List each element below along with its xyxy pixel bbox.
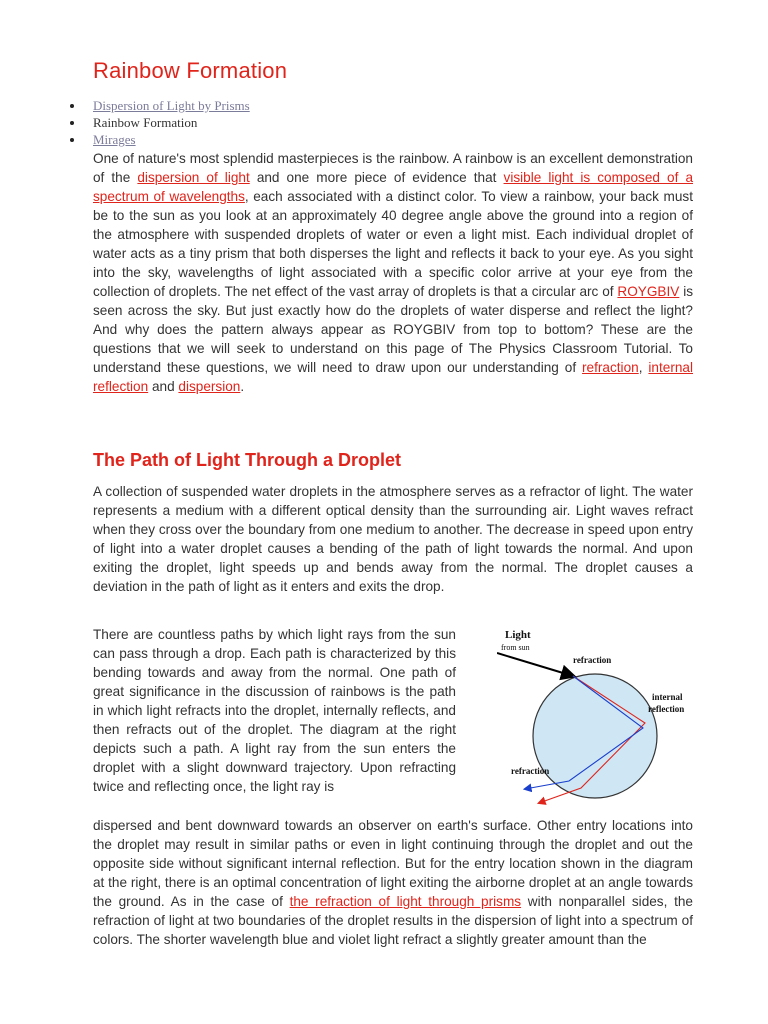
- bullet-icon: [70, 104, 74, 108]
- droplet-diagram: [497, 625, 697, 810]
- nav-link-mirages[interactable]: Mirages: [93, 132, 136, 147]
- link-internal-reflection[interactable]: internal reflection: [93, 360, 693, 394]
- intro-text: , each associated with a distinct color. To view a rainbow, your back must be to the sun as you look at an approximately 40 degree angle above the ground into a region of the atmosphere with suspended droplets of water or even a light mist. Each individual droplet of water acts as a tiny prism that both disperses the light and reflects it back to your eye. As you sight into the sky, wavelengths of light associated with a specific color arrive at your eye from the collection of droplets. The net effect of the vast array of droplets is that a circular arc of: [93, 189, 693, 299]
- incoming-sun-ray: [497, 653, 573, 676]
- label-refraction-top: refraction: [573, 655, 612, 665]
- intro-text: and one more piece of evidence that: [249, 170, 504, 185]
- intro-text: and: [148, 379, 179, 394]
- section-heading: The Path of Light Through a Droplet: [93, 450, 401, 470]
- label-reflection: reflection: [648, 704, 685, 714]
- link-refraction[interactable]: refraction: [582, 360, 639, 375]
- nav-item-mirages[interactable]: [68, 131, 250, 148]
- intro-text: One of nature's most splendid masterpieces is the rainbow. A rainbow is an excellent demonstration of the: [93, 151, 693, 185]
- page-title: Rainbow Formation: [93, 58, 288, 83]
- intro-text: .: [240, 379, 245, 394]
- label-from-sun: from sun: [501, 643, 530, 652]
- paths-paragraph-bottom: [93, 816, 693, 949]
- link-roygbiv[interactable]: ROYGBIV: [617, 284, 680, 299]
- label-internal: internal: [652, 692, 683, 702]
- paths-paragraph-top: There are countless paths by which light rays from the sun can pass through a drop. Each path is characterized by this bending towards and away from the normal. One path of great significance in the discussion of rainbows is the path in which light refracts into the droplet, internally reflects, and then refracts out of the droplet. The diagram at the right depicts such a path. A light ray from the sun enters the droplet with a slight downward trajectory. Upon refracting twice and reflecting once, the light ray is: [93, 627, 456, 794]
- label-refraction-bottom: refraction: [511, 766, 550, 776]
- intro-paragraph: [93, 149, 693, 396]
- paths-text: dispersed and bent downward towards an observer on earth's surface. Other entry locations into the droplet may result in similar paths or even in light continuing through the droplet and out the opposite side without significant internal reflection. But for the entry location shown in the diagram at the right, there is an optimal concentration of light exiting the airborne droplet at an angle towards the ground. As in the case of: [93, 818, 693, 909]
- nav-link-dispersion[interactable]: Dispersion of Light by Prisms: [93, 98, 250, 113]
- link-visible-light-spectrum[interactable]: visible light is composed of a spectrum of wavelengths: [93, 170, 693, 204]
- link-dispersion[interactable]: dispersion: [178, 379, 241, 394]
- link-dispersion-of-light[interactable]: dispersion of light: [137, 170, 250, 185]
- intro-text: is seen across the sky. But just exactly how do the droplets of water disperse and reflect the light? And why does the pattern always appear as ROYGBIV from top to bottom? These are the questions that we will seek to understand on this page of The Physics Classroom Tutorial. To understand these questions, we will need to draw upon our understanding of: [93, 284, 694, 375]
- nav-current-rainbow: Rainbow Formation: [93, 115, 198, 130]
- droplet-paragraph: A collection of suspended water droplets in the atmosphere serves as a refractor of light. The water represents a medium with a different optical density than the surrounding air. Light waves refract when they cross over the boundary from one medium to another. The decrease in speed upon entry of light into a water droplet causes a bending of the path of light towards the normal. And upon exiting the droplet, light speeds up and bends away from the normal. The droplet causes a deviation in the path of light as it enters and exits the drop.: [93, 484, 693, 594]
- link-refraction-through-prisms[interactable]: the refraction of light through prisms: [289, 894, 522, 909]
- intro-text: ,: [638, 360, 649, 375]
- topic-nav: [68, 97, 250, 148]
- bullet-icon: [70, 121, 74, 125]
- nav-item-rainbow: [68, 114, 250, 131]
- nav-item-dispersion[interactable]: [68, 97, 250, 114]
- bullet-icon: [70, 138, 74, 142]
- label-light: Light: [505, 629, 531, 641]
- paths-text: with nonparallel sides, the refraction of light at two boundaries of the droplet results in the dispersion of light into a spectrum of colors. The shorter wavelength blue and violet light refract a slightly greater amount than the: [93, 894, 693, 947]
